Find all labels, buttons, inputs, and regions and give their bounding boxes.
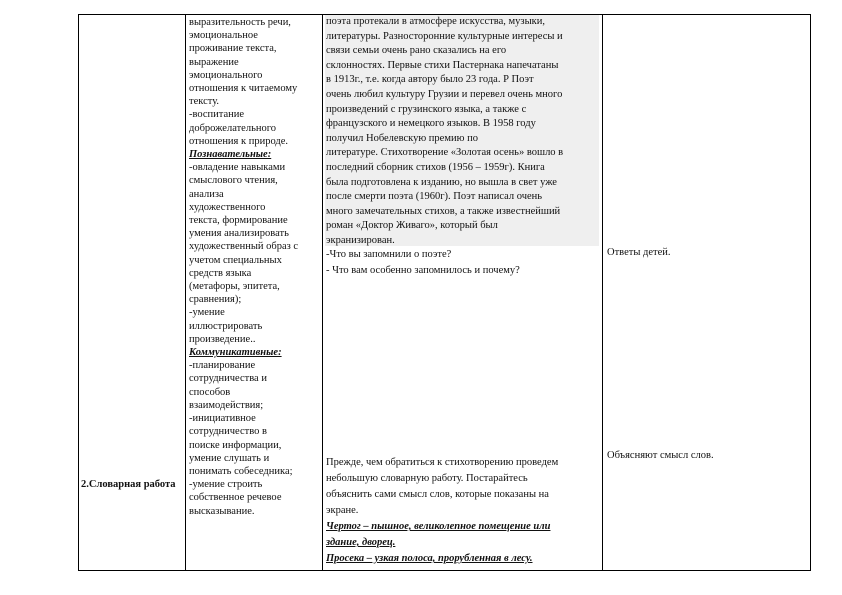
biography-line: роман «Доктор Живаго», который был [326, 220, 498, 232]
question-2: - Что вам особенно запомнилось и почему? [326, 265, 520, 276]
goals-line: выражение [189, 56, 239, 68]
goals-line: сотрудничества и [189, 373, 267, 385]
biography-line: получил Нобелевскую премию по [326, 132, 478, 144]
teacher-activity-cell [325, 15, 599, 564]
biography-line: связи семьи очень рано сказались на его [326, 45, 507, 57]
goals-line: эмоциональное [189, 30, 258, 42]
lesson-table [78, 14, 811, 571]
column-divider [602, 15, 603, 570]
goals-line: сотрудничество в [189, 426, 267, 438]
goals-line: иллюстрировать [189, 320, 263, 332]
stage-cell [81, 477, 183, 492]
biography-line: экранизирован. [326, 234, 395, 246]
vocabulary-intro-line: Прежде, чем обратиться к стихотворению проведем [326, 457, 559, 468]
pupil-answer-1: Ответы детей. [607, 247, 671, 258]
goals-line: тексту. [189, 96, 220, 108]
stage-name: 2.Словарная работа [81, 479, 176, 490]
goals-line: эмоционального [189, 69, 263, 81]
goals-line: способов [189, 386, 231, 398]
column-divider [185, 15, 186, 570]
biography-line: литературы. Разносторонние культурные интересы и [326, 30, 563, 42]
biography-line: очень любил культуру Грузии и перевел очень много [326, 88, 563, 100]
biography-line: литературе. Стихотворение «Золотая осень» вошло в [326, 147, 564, 159]
vocabulary-block [326, 455, 598, 567]
communicative-heading: Коммуникативные: [189, 347, 282, 359]
definition-chertog: Чертог – пышное, великолепное помещение или [326, 521, 551, 532]
goals-line: анализа [189, 188, 224, 200]
vocabulary-intro-line: небольшую словарную работу. Постарайтесь [326, 473, 528, 484]
goals-line: выразительность речи, [189, 17, 291, 28]
definition-proseka: Просека – узкая полоса, прорубленная в лесу. [326, 553, 533, 564]
goals-line: учетом специальных [189, 254, 282, 266]
goals-line: -овладение навыками [189, 162, 286, 174]
definition-chertog-cont: здание, дворец. [326, 537, 396, 548]
goals-line: собственное речевое [189, 492, 282, 504]
goals-line: смыслового чтения, [189, 175, 278, 187]
vocabulary-intro-line: объяснить сами смысл слов, которые показаны на [326, 489, 549, 500]
question-1: -Что вы запомнили о поэте? [326, 249, 452, 260]
pupil-answer-2: Объясняют смысл слов. [607, 450, 714, 461]
goals-line: (метафоры, эпитета, [189, 281, 280, 293]
vocabulary-intro-line: экране. [326, 505, 359, 516]
goals-cell [189, 16, 319, 518]
goals-line: сравнения); [189, 294, 242, 306]
goals-line: художественного [189, 201, 266, 213]
column-divider [322, 15, 323, 570]
goals-line: -умение [189, 307, 225, 319]
goals-line: -инициативное [189, 413, 256, 425]
biography-line: склонностях. Первые стихи Пастернака напечатаны [326, 59, 559, 71]
poet-biography [325, 15, 599, 246]
goals-line: -планирование [189, 360, 256, 372]
goals-line: поиске информации, [189, 439, 282, 451]
biography-line: произведений с грузинского языка, а также с [326, 103, 527, 115]
biography-line: после смерти поэта (1960г). Поэт написал очень [326, 191, 543, 203]
goals-line: -воспитание [189, 109, 245, 121]
goals-line: произведение.. [189, 333, 256, 345]
biography-line: много замечательных стихов, а также известнейший [326, 205, 561, 217]
goals-line: отношения к природе. [189, 135, 289, 147]
goals-line: понимать собеседника; [189, 465, 293, 477]
goals-line: -умение строить [189, 479, 263, 491]
goals-line: взаимодействия; [189, 399, 264, 411]
goals-line: проживание текста, [189, 43, 277, 55]
biography-line: французского и немецкого языков. В 1958 году [326, 118, 536, 130]
goals-line: средств языка [189, 267, 252, 279]
goals-line: отношения к читаемому [189, 83, 298, 95]
goals-line: текста, формирование [189, 215, 288, 227]
biography-line: последний сборник стихов (1956 – 1959г). Книга [326, 161, 545, 173]
goals-line: высказывание. [189, 505, 255, 517]
biography-line: в 1913г., т.е. когда автору было 23 года. Р Поэт [326, 74, 534, 86]
cognitive-heading: Познавательные: [189, 149, 272, 161]
biography-line: поэта протекали в атмосфере искусства, музыки, [326, 16, 545, 27]
biography-line: была подготовлена к изданию, но вышла в свет уже [326, 176, 557, 188]
goals-line: доброжелательного [189, 122, 277, 134]
goals-line: умения анализировать [189, 228, 289, 240]
goals-line: художественный образ с [189, 241, 299, 253]
goals-line: умение слушать и [189, 452, 270, 464]
